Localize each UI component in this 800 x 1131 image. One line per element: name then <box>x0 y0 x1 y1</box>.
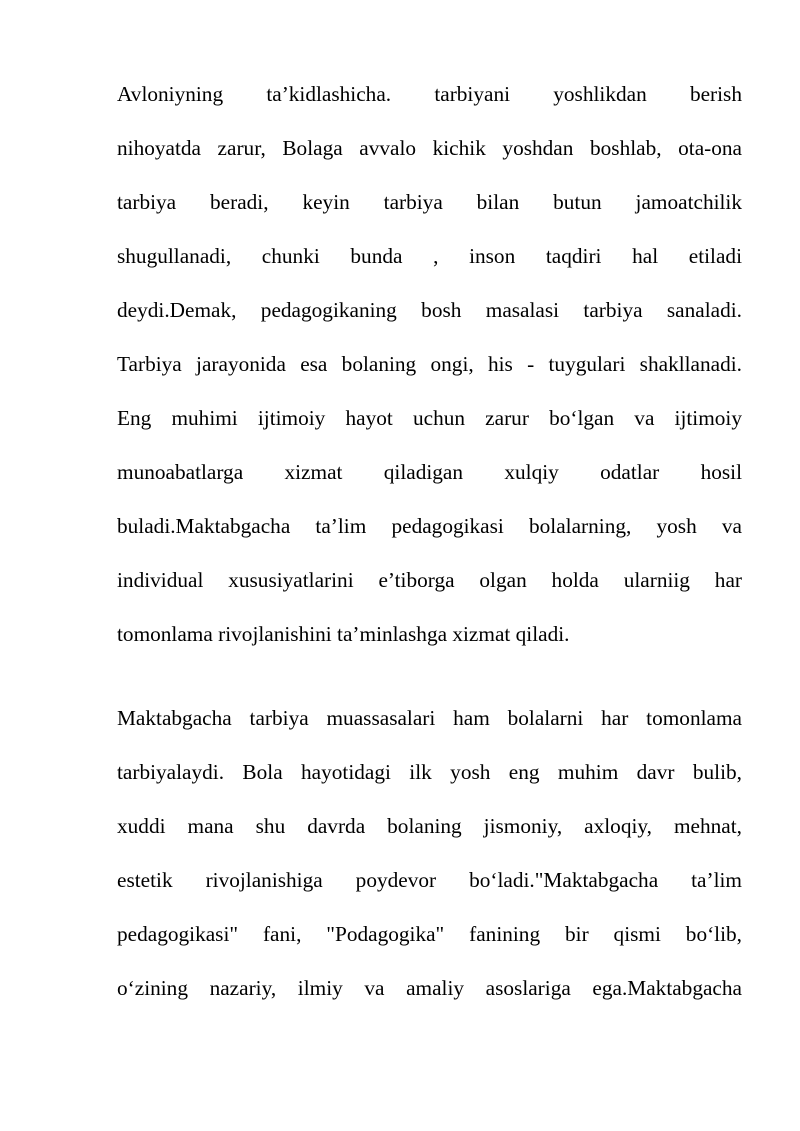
text-line: deydi.Demak, pedagogikaning bosh masalasi tarbiya sanaladi. <box>117 298 742 322</box>
text-line: individual xususiyatlarini e’tiborga olgan holda ularniig har <box>117 568 742 592</box>
text-line: munoabatlarga xizmat qiladigan xulqiy odatlar hosil <box>117 460 742 484</box>
text-line: estetik rivojlanishiga poydevor bo‘ladi."Maktabgacha ta’lim <box>117 868 742 892</box>
text-line: tarbiyalaydi. Bola hayotidagi ilk yosh eng muhim davr bulib, <box>117 760 742 784</box>
paragraph-1 <box>117 67 742 661</box>
text-line: pedagogikasi" fani, "Podagogika" fanining bir qismi bo‘lib, <box>117 922 742 946</box>
text-line: tarbiya beradi, keyin tarbiya bilan butun jamoatchilik <box>117 190 742 214</box>
text-line: tomonlama rivojlanishini ta’minlashga xizmat qiladi. <box>117 622 570 646</box>
text-line: Tarbiya jarayonida esa bolaning ongi, his - tuygulari shakllanadi. <box>117 352 742 376</box>
text-line: o‘zining nazariy, ilmiy va amaliy asoslariga ega.Maktabgacha <box>117 976 742 1000</box>
paragraph-2 <box>117 691 742 1015</box>
text-line: Avloniyning ta’kidlashicha. tarbiyani yoshlikdan berish <box>117 82 742 106</box>
text-line: xuddi mana shu davrda bolaning jismoniy, axloqiy, mehnat, <box>117 814 742 838</box>
text-line: nihoyatda zarur, Bolaga avvalo kichik yoshdan boshlab, ota-ona <box>117 136 742 160</box>
text-line: buladi.Maktabgacha ta’lim pedagogikasi bolalarning, yosh va <box>117 514 742 538</box>
text-line: shugullanadi, chunki bunda , inson taqdiri hal etiladi <box>117 244 742 268</box>
text-line: Eng muhimi ijtimoiy hayot uchun zarur bo‘lgan va ijtimoiy <box>117 406 742 430</box>
text-line: Maktabgacha tarbiya muassasalari ham bolalarni har tomonlama <box>117 706 742 730</box>
